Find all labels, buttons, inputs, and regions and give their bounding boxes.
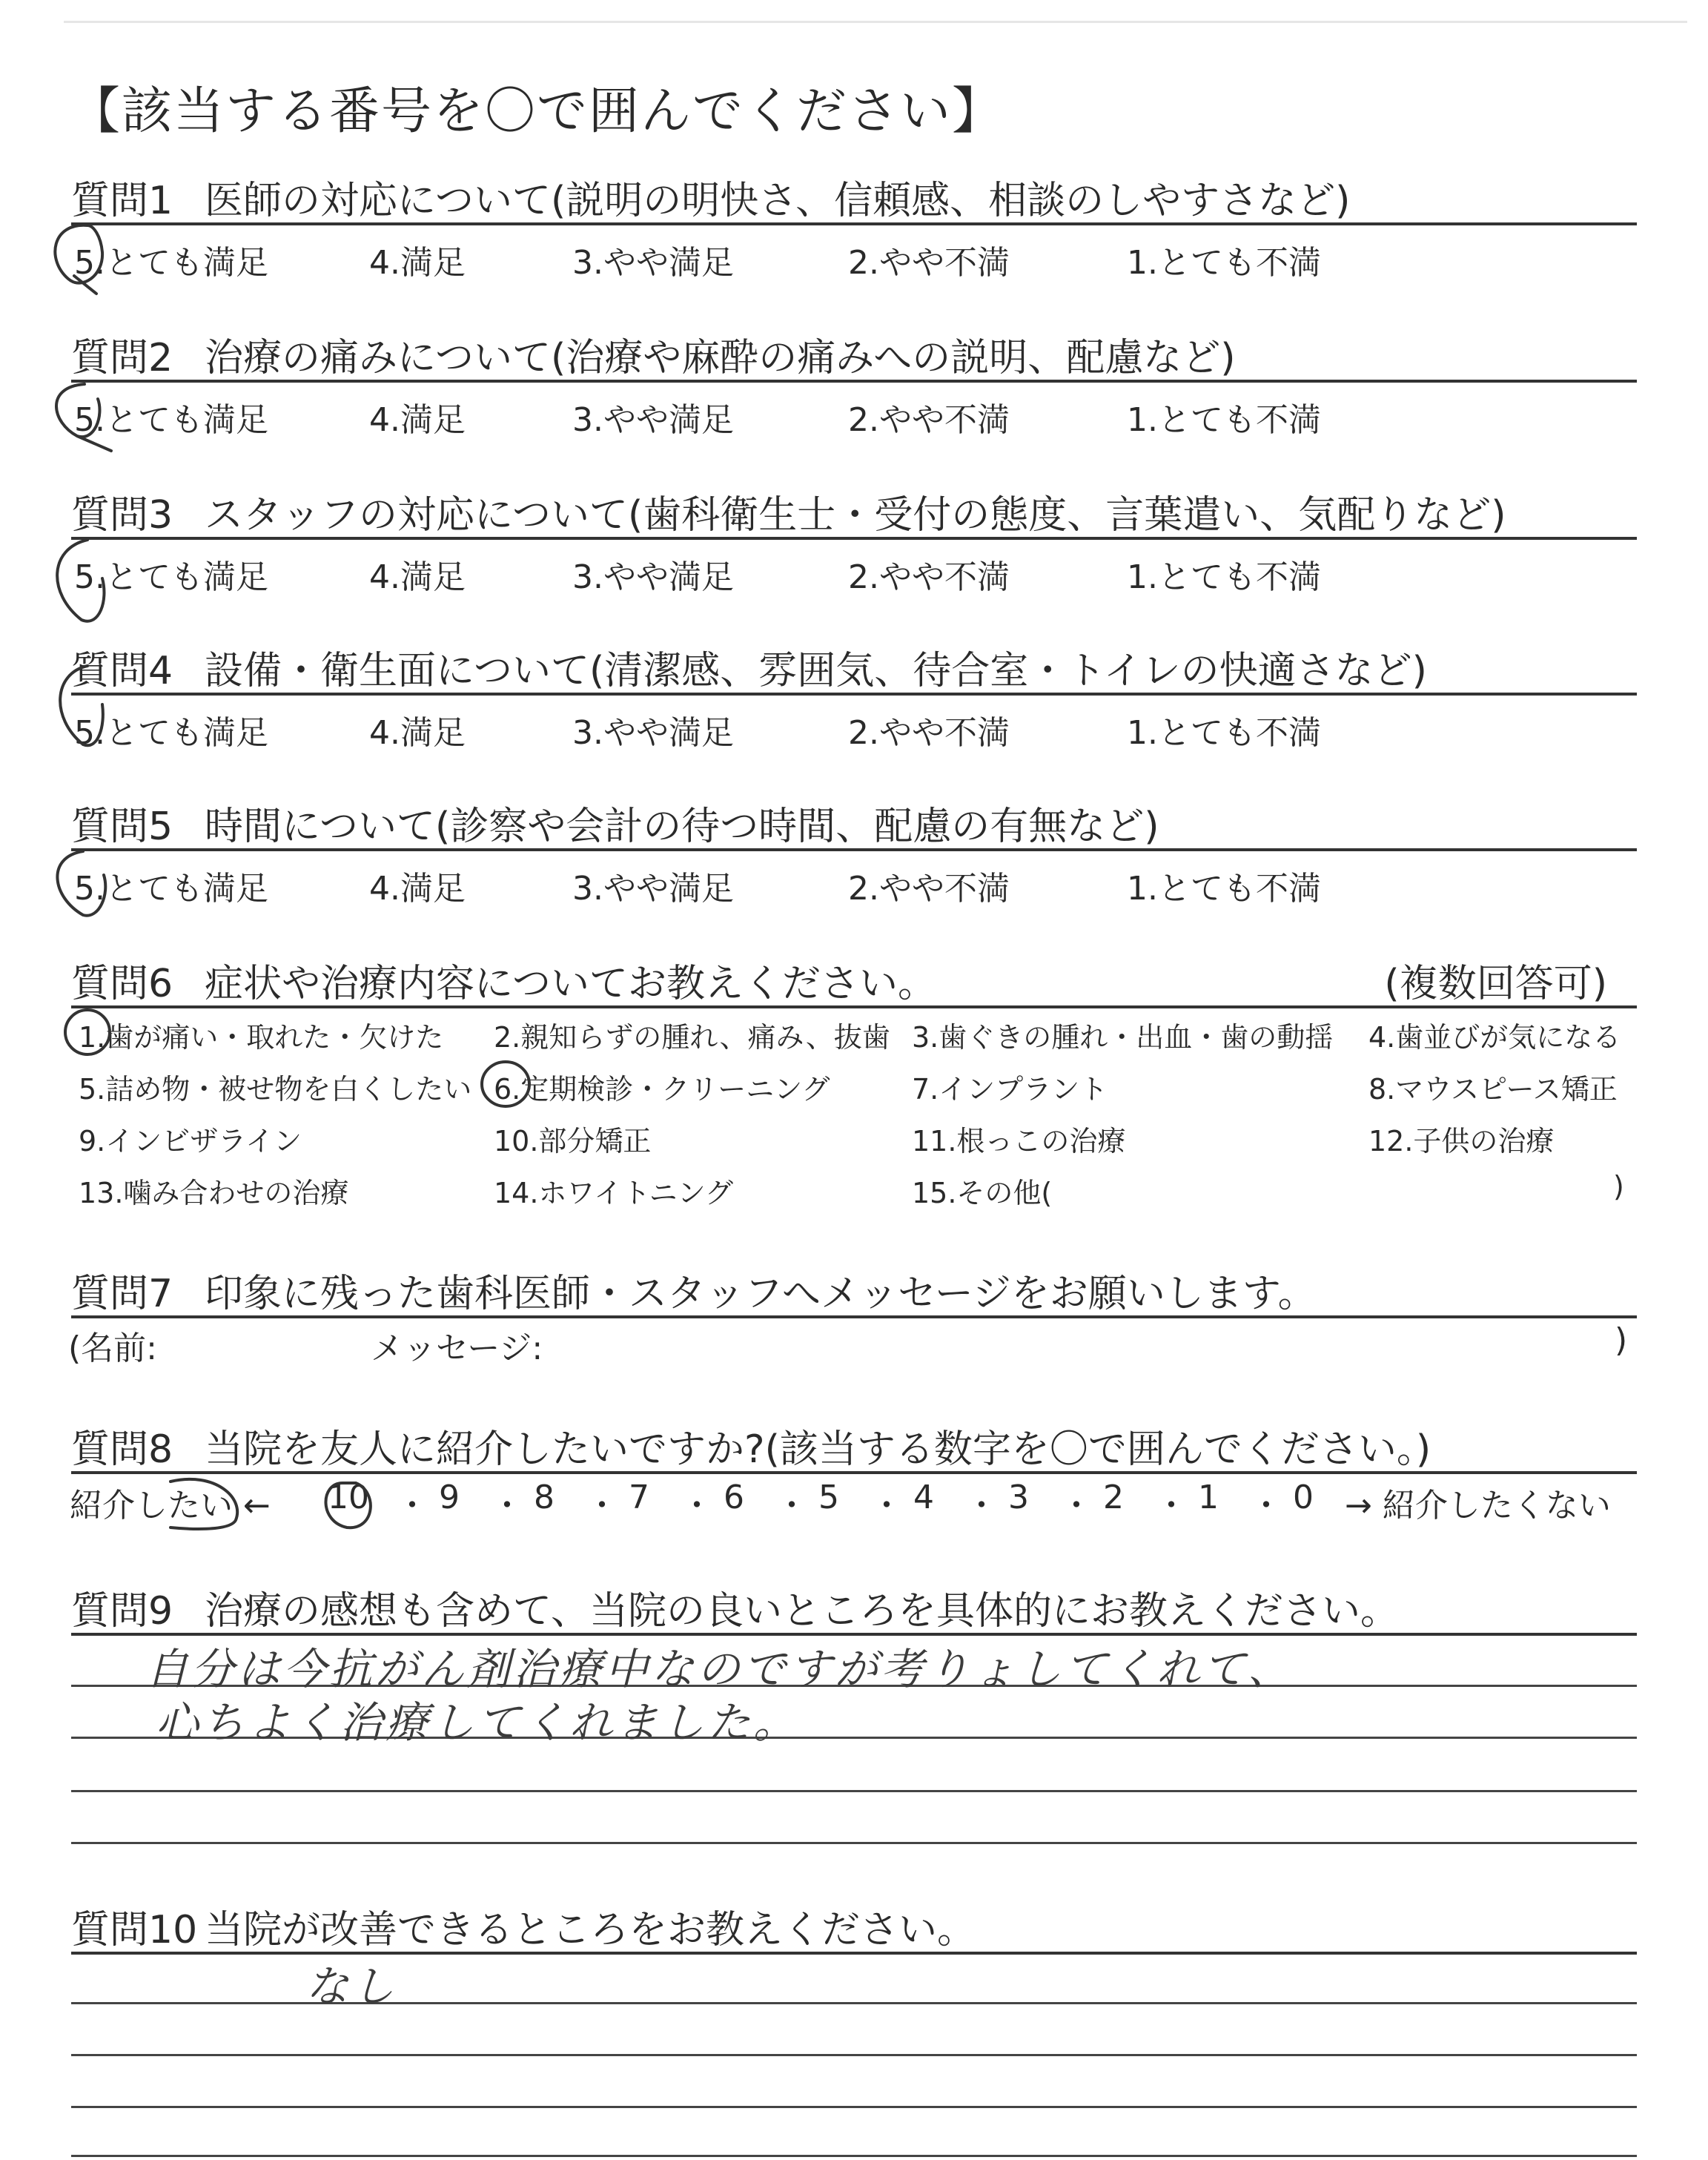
- question-number: 質問7: [71, 1272, 173, 1316]
- question-1-options: [74, 236, 1631, 280]
- scale-4[interactable]: 4: [913, 1479, 934, 1516]
- symptom-option-7[interactable]: 7.インプラント: [912, 1073, 1108, 1106]
- recommend-left-label: 紹介したい ←: [70, 1487, 271, 1525]
- scale-dot: ・: [396, 1487, 428, 1525]
- top-edge-line: [64, 21, 1687, 23]
- question-text: 当院を友人に紹介したいですか?(該当する数字を〇で囲んでください。): [205, 1427, 1431, 1472]
- symptom-other-close: ): [1613, 1170, 1624, 1203]
- question-5-options: [74, 862, 1631, 906]
- question-text: 医師の対応について(説明の明快さ、信頼感、相談のしやすさなど): [205, 179, 1351, 223]
- option-1[interactable]: 1.とても不満: [1127, 558, 1321, 596]
- question-text: 症状や治療内容についてお教えください。: [205, 962, 936, 1006]
- scale-dot: ・: [586, 1487, 618, 1525]
- question-text: 時間について(診察や会計の待つ時間、配慮の有無など): [205, 805, 1159, 849]
- question-3-options: [74, 550, 1631, 595]
- scale-dot: ・: [870, 1487, 903, 1525]
- question-4-options: [74, 706, 1631, 750]
- scale-dot: ・: [775, 1487, 808, 1525]
- option-1[interactable]: 1.とても不満: [1127, 401, 1321, 439]
- handwritten-answer-line-1: 自分は今抗がん剤治療中なのですが考りょしてくれて、: [145, 1644, 1294, 1694]
- question-text: 治療の感想も含めて、当院の良いところを具体的にお教えください。: [205, 1589, 1399, 1634]
- option-2[interactable]: 2.やや不満: [848, 870, 1010, 908]
- symptom-option-5[interactable]: 5.詰め物・被せ物を白くしたい: [79, 1073, 472, 1106]
- symptom-option-11[interactable]: 11.根っこの治療: [912, 1125, 1126, 1157]
- scale-8[interactable]: 8: [534, 1479, 555, 1516]
- scale-dot: ・: [491, 1487, 523, 1525]
- option-3[interactable]: 3.やや満足: [572, 558, 734, 596]
- question-number: 質問2: [71, 336, 173, 380]
- symptom-option-4[interactable]: 4.歯並びが気になる: [1368, 1021, 1621, 1054]
- option-3[interactable]: 3.やや満足: [572, 714, 734, 752]
- question-number: 質問8: [71, 1427, 173, 1472]
- symptom-option-15[interactable]: 15.その他(: [912, 1177, 1053, 1209]
- question-number: 質問9: [71, 1589, 173, 1634]
- option-5[interactable]: 5.とても満足: [74, 558, 268, 596]
- scale-1[interactable]: 1: [1198, 1479, 1219, 1516]
- option-1[interactable]: 1.とても不満: [1127, 714, 1321, 752]
- question-7: [71, 1262, 1637, 1318]
- symptom-option-12[interactable]: 12.子供の治療: [1368, 1125, 1555, 1157]
- option-4[interactable]: 4.満足: [369, 244, 466, 282]
- scale-5[interactable]: 5: [818, 1479, 839, 1516]
- answer-line: [71, 2054, 1637, 2056]
- scale-dot: ・: [1250, 1487, 1282, 1525]
- scale-dot: ・: [1060, 1487, 1093, 1525]
- symptom-option-13[interactable]: 13.噛み合わせの治療: [79, 1177, 349, 1209]
- scale-3[interactable]: 3: [1008, 1479, 1029, 1516]
- handwritten-answer-q10: なし: [305, 1961, 398, 2012]
- scale-dot: ・: [1155, 1487, 1188, 1525]
- question-4: [71, 639, 1637, 696]
- option-3[interactable]: 3.やや満足: [572, 244, 734, 282]
- question-number: 質問6: [71, 962, 173, 1006]
- option-5[interactable]: 5.とても満足: [74, 870, 268, 908]
- option-5[interactable]: 5.とても満足: [74, 244, 268, 282]
- name-label: (名前:: [68, 1330, 157, 1367]
- question-number: 質問4: [71, 649, 173, 693]
- option-4[interactable]: 4.満足: [369, 558, 466, 596]
- recommend-scale: [70, 1479, 1649, 1523]
- question-2-options: [74, 393, 1631, 437]
- answer-line: [71, 1842, 1637, 1844]
- question-text: スタッフの対応について(歯科衛生士・受付の態度、言葉遣い、気配りなど): [205, 493, 1506, 538]
- recommend-right-label: → 紹介したくない: [1345, 1487, 1611, 1525]
- symptom-option-2[interactable]: 2.親知らずの腫れ、痛み、抜歯: [494, 1021, 890, 1054]
- answer-line: [71, 2155, 1637, 2157]
- symptom-option-10[interactable]: 10.部分矯正: [494, 1125, 652, 1157]
- message-close: ): [1615, 1321, 1628, 1359]
- question-text: 当院が改善できるところをお教えください。: [205, 1908, 976, 1952]
- scale-2[interactable]: 2: [1103, 1479, 1124, 1516]
- symptom-option-3[interactable]: 3.歯ぐきの腫れ・出血・歯の動揺: [912, 1021, 1334, 1054]
- question-3: [71, 483, 1637, 540]
- page-title: 【該当する番号を〇で囲んでください】: [70, 82, 1004, 141]
- option-2[interactable]: 2.やや不満: [848, 401, 1010, 439]
- scale-10[interactable]: 10: [328, 1479, 369, 1516]
- question-text: 設備・衛生面について(清潔感、雰囲気、待合室・トイレの快適さなど): [205, 649, 1427, 693]
- scale-7[interactable]: 7: [629, 1479, 649, 1516]
- option-1[interactable]: 1.とても不満: [1127, 870, 1321, 908]
- question-number: 質問5: [71, 805, 173, 849]
- option-5[interactable]: 5.とても満足: [74, 401, 268, 439]
- option-3[interactable]: 3.やや満足: [572, 870, 734, 908]
- scale-0[interactable]: 0: [1293, 1479, 1314, 1516]
- option-5[interactable]: 5.とても満足: [74, 714, 268, 752]
- question-number: 質問3: [71, 493, 173, 538]
- question-number: 質問10: [71, 1908, 198, 1952]
- scale-dot: ・: [681, 1487, 713, 1525]
- symptom-options: [79, 1014, 1635, 1222]
- symptom-option-14[interactable]: 14.ホワイトニング: [494, 1177, 734, 1209]
- scale-9[interactable]: 9: [439, 1479, 460, 1516]
- question-text: 印象に残った歯科医師・スタッフへメッセージをお願いします。: [205, 1272, 1317, 1316]
- option-2[interactable]: 2.やや不満: [848, 558, 1010, 596]
- symptom-option-1[interactable]: 1.歯が痛い・取れた・欠けた: [79, 1021, 444, 1054]
- question-8: [71, 1418, 1637, 1474]
- symptom-option-6[interactable]: 6.定期検診・クリーニング: [494, 1073, 830, 1106]
- question-2: [71, 326, 1637, 383]
- message-row: [68, 1321, 1640, 1366]
- question-1: [71, 169, 1637, 225]
- option-3[interactable]: 3.やや満足: [572, 401, 734, 439]
- question-10: [71, 1898, 1637, 1955]
- option-4[interactable]: 4.満足: [369, 714, 466, 752]
- handwritten-answer-line-2: 心ちよく治療してくれました。: [156, 1697, 800, 1748]
- option-4[interactable]: 4.満足: [369, 870, 466, 908]
- question-9: [71, 1579, 1637, 1636]
- symptom-option-8[interactable]: 8.マウスピース矯正: [1368, 1073, 1618, 1106]
- symptom-option-9[interactable]: 9.インビザライン: [79, 1125, 302, 1157]
- answer-line: [71, 2106, 1637, 2108]
- option-2[interactable]: 2.やや不満: [848, 714, 1010, 752]
- answer-line: [71, 1790, 1637, 1792]
- multiple-answers-note: (複数回答可): [1384, 962, 1607, 1006]
- message-label: メッセージ:: [371, 1330, 543, 1367]
- scale-dot: ・: [965, 1487, 998, 1525]
- option-1[interactable]: 1.とても不満: [1127, 244, 1321, 282]
- question-5: [71, 795, 1637, 851]
- question-text: 治療の痛みについて(治療や麻酔の痛みへの説明、配慮など): [205, 336, 1236, 380]
- question-6: [71, 952, 1637, 1008]
- option-2[interactable]: 2.やや不満: [848, 244, 1010, 282]
- scale-6[interactable]: 6: [724, 1479, 744, 1516]
- option-4[interactable]: 4.満足: [369, 401, 466, 439]
- question-number: 質問1: [71, 179, 173, 223]
